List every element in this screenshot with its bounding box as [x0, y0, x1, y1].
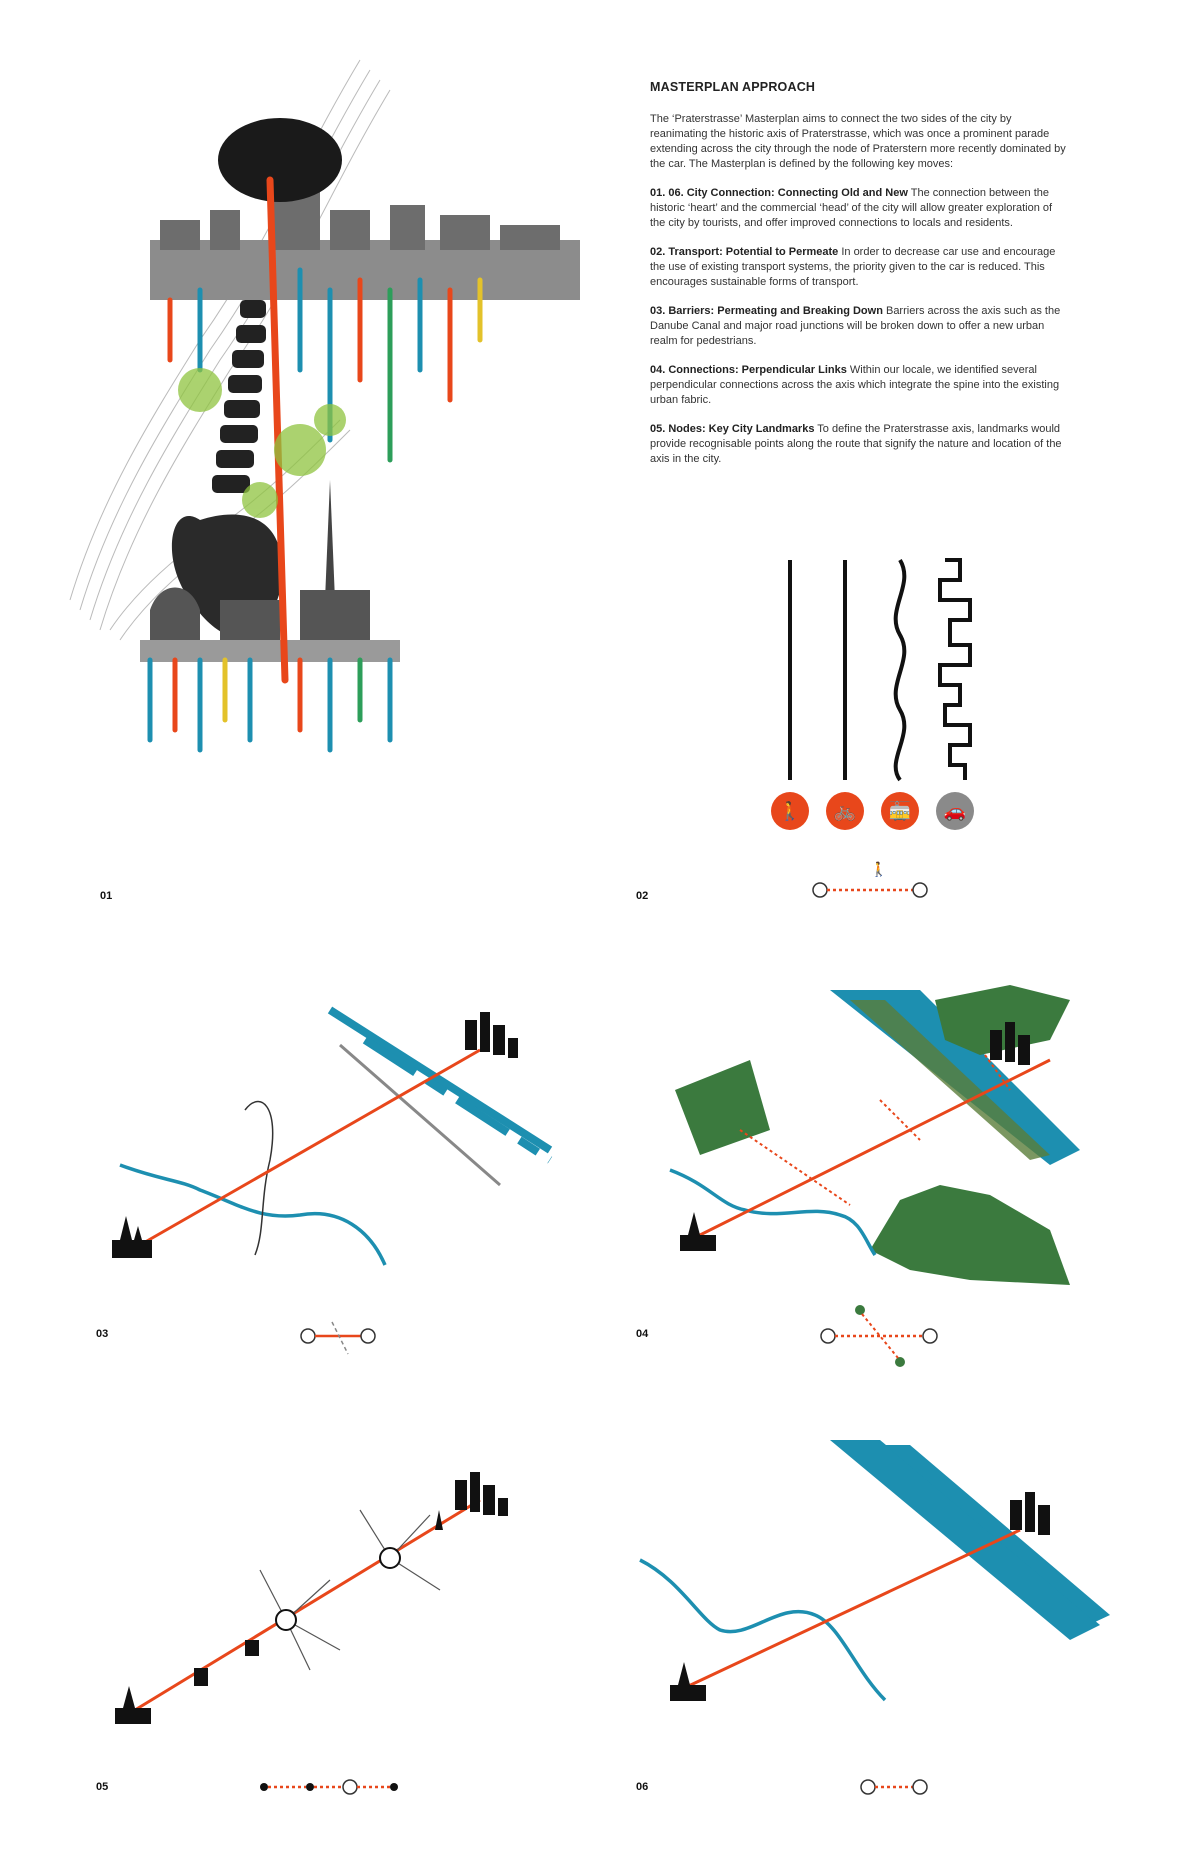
- main-axis: [680, 1530, 1020, 1690]
- head-landmark-icon: [455, 1472, 508, 1516]
- city-connection-diagram: [640, 1440, 1110, 1740]
- move-paragraph: [650, 422, 1070, 467]
- green-foliage: [178, 368, 346, 518]
- legend-03: [300, 1320, 410, 1360]
- pedestrian-icon: 🚶: [771, 792, 809, 830]
- move-body: In order to decrease car use and encourage the use of existing transport systems, the priority given to the car is reduced. This encourages sustainable forms of transport.: [650, 246, 1056, 288]
- head-landmark-icon: [465, 1012, 518, 1058]
- pedestrian-mini-icon: 🚶: [870, 862, 888, 878]
- intro-paragraph: The ‘Praterstrasse’ Masterplan aims to connect the two sides of the city by reanimating the historic axis of Praterstrasse, which was once a prominent parade extending across the city through the node of Praterstern more recently dominated by the car. The Masterplan is defined by the following key moves:: [650, 113, 1066, 170]
- move-body: The connection between the historic ‘heart’ and the commercial ‘head’ of the city will allow greater exploration of the city by tourists, and offer improved connections to locals and residents.: [650, 187, 1053, 229]
- move-title: 01. 06. City Connection: Connecting Old and New: [650, 187, 908, 199]
- node-arrows: [260, 1510, 440, 1670]
- panel-number-03: 03: [96, 1328, 109, 1340]
- perpendicular-links-diagram: [650, 980, 1120, 1310]
- canal-area: [830, 1440, 1100, 1640]
- move-title: 04. Connections: Perpendicular Links: [650, 364, 847, 376]
- bicycle-icon: 🚲: [826, 792, 864, 830]
- heart-landmark-icon: [112, 1216, 152, 1258]
- canal-bar: [330, 1010, 550, 1150]
- panel-number-02: 02: [636, 890, 649, 902]
- move-paragraph: [650, 363, 1070, 408]
- car-line: [940, 560, 970, 780]
- panel-number-01: 01: [100, 890, 113, 902]
- move-body: Within our locale, we identified several perpendicular connections across the axis which integrate the spine into the existing urban fabric.: [650, 364, 1060, 406]
- move-body: Barriers across the axis such as the Danube Canal and major road junctions will be broken down to offer a new urban realm for pedestrians.: [650, 305, 1061, 347]
- panel-number-06: 06: [636, 1781, 649, 1793]
- move-paragraph: [650, 186, 1070, 231]
- brain-shape: [218, 118, 342, 202]
- panel-number-04: 04: [636, 1328, 649, 1340]
- panel-number-05: 05: [96, 1781, 109, 1793]
- masterplan-text: [650, 80, 1070, 481]
- legend-06: [860, 1775, 960, 1799]
- legend-02: [810, 860, 940, 900]
- tram-line: [896, 560, 905, 780]
- tram-icon: 🚋: [881, 792, 919, 830]
- move-title: 05. Nodes: Key City Landmarks: [650, 423, 815, 435]
- head-landmark-icon: [1010, 1492, 1050, 1535]
- nodes-diagram: [110, 1460, 550, 1740]
- canal-area: [885, 1445, 1110, 1622]
- move-paragraph: [650, 304, 1070, 349]
- skyline-buildings: [160, 190, 560, 250]
- transport-permeability-diagram: [760, 560, 1000, 790]
- heart-landmark-icon: [680, 1212, 716, 1251]
- river-line: [640, 1560, 885, 1700]
- main-axis: [135, 1500, 480, 1710]
- park-south: [870, 1185, 1070, 1285]
- move-body: To define the Praterstrasse axis, landmarks would provide recognisable points along the route that signify the nature and location of the axis in the city.: [650, 423, 1062, 465]
- legend-04: [820, 1300, 950, 1370]
- page-title: MASTERPLAN APPROACH: [650, 80, 816, 94]
- node-circle: [276, 1610, 296, 1630]
- node-circle: [380, 1548, 400, 1568]
- main-axis: [140, 1050, 480, 1245]
- move-title: 02. Transport: Potential to Permeate: [650, 246, 839, 258]
- car-icon: 🚗: [936, 792, 974, 830]
- move-title: 03. Barriers: Permeating and Breaking Down: [650, 305, 883, 317]
- collage-illustration: [0, 40, 620, 760]
- move-paragraph: [650, 245, 1070, 290]
- barriers-diagram: [100, 990, 580, 1290]
- legend-05: [258, 1775, 418, 1799]
